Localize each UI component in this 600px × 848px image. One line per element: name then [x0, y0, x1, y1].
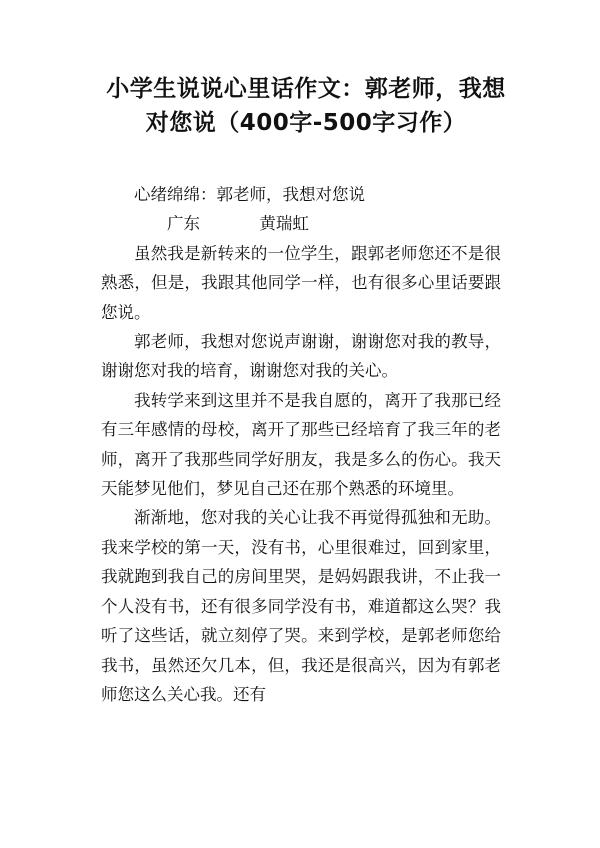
subtitle: 心绪绵绵：郭老师，我想对您说 — [134, 185, 365, 204]
paragraph-3: 我转学来到这里并不是我自愿的，离开了我那已经有三年感情的母校，离开了那些已经培育了我三年的老师，离开了我那些同学好朋友，我是多么的伤心。我天天能梦见他们，梦见自己还在那个熟悉的环境里。 — [101, 390, 501, 499]
author-name: 黄瑞虹 — [259, 214, 309, 234]
paragraph-2: 郭老师，我想对您说声谢谢，谢谢您对我的教导，谢谢您对我的培育，谢谢您对我的关心。 — [101, 332, 501, 381]
paragraph-1: 虽然我是新转来的一位学生，跟郭老师您还不是很熟悉，但是，我跟其他同学一样，也有很多心里话要跟您说。 — [101, 243, 501, 322]
document-body — [101, 180, 501, 709]
paragraph-4: 渐渐地，您对我的关心让我不再觉得孤独和无助。我来学校的第一天，没有书，心里很难过，回到家里，我就跑到我自己的房间里哭，是妈妈跟我讲，不止我一个人没有书，还有很多同学没有书，难道都这么哭？我听了这些话，就立刻停了哭。来到学校，是郭老师您给我书，虽然还欠几本，但，我还是很高兴，因为有郭老师您这么关心我。还有 — [101, 508, 501, 704]
document-title: 小学生说说心里话作文：郭老师，我想对您说（400字-500字习作） — [106, 76, 506, 136]
author-line — [101, 209, 501, 238]
author-region: 广东 — [167, 214, 200, 234]
